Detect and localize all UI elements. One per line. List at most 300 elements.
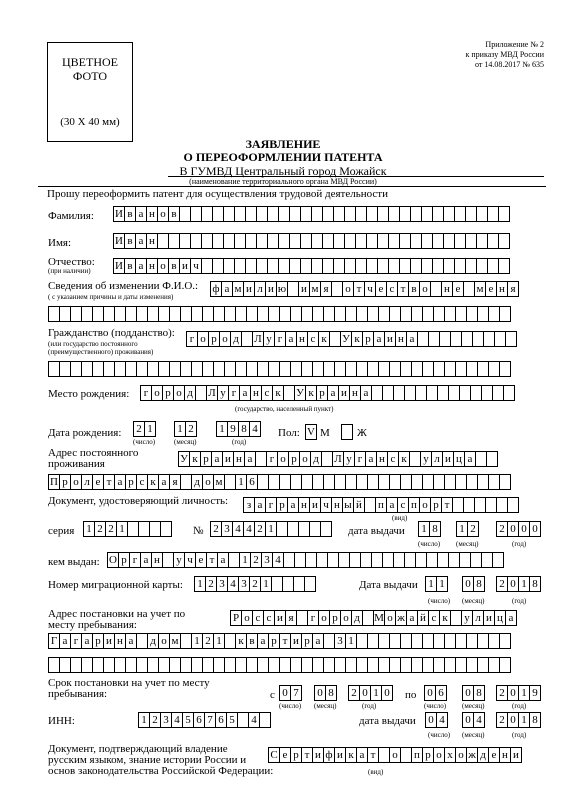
char-cell: о [219,331,231,347]
char-cell [499,306,511,322]
char-cell [499,361,511,377]
char-cell: 4 [232,521,244,537]
char-cell: 1 [265,521,277,537]
char-cell: о [157,206,169,222]
char-cell: п [411,747,423,763]
migration-input[interactable] [194,576,315,592]
term-from-day-hint: (число) [279,702,302,710]
inn-day-input[interactable] [425,712,447,728]
char-cell: 0 [381,685,393,701]
form-title-1: ЗАЯВЛЕНИЕ [245,137,321,151]
term-to-day-input[interactable] [424,685,446,701]
char-cell: з [243,497,255,513]
char-cell: 1 [518,685,530,701]
series-input[interactable] [83,521,171,537]
char-cell: н [441,281,453,297]
inn-year-input[interactable] [496,712,540,728]
char-cell: р [301,633,313,649]
namechange-input-2[interactable] [48,306,510,322]
char-cell: и [384,331,396,347]
char-cell: к [272,385,284,401]
char-cell: й [353,497,365,513]
citizenship-input[interactable] [186,331,516,347]
char-cell: а [211,451,223,467]
inn-date-label: дата выдачи [359,715,416,727]
lang-doc-hint: (вид) [368,768,384,776]
char-cell: И [113,233,125,249]
sex-female-box[interactable] [341,424,352,440]
char-cell: р [316,385,328,401]
char-cell [507,497,519,513]
mig-date-label: Дата выдачи [359,579,418,591]
doc-day-hint: (число) [418,540,441,548]
char-cell: 1 [418,521,430,537]
char-cell: 4 [473,712,485,728]
migration-label: Номер миграционной карты: [48,579,183,591]
char-cell: р [288,451,300,467]
mig-year-hint: (год) [512,597,527,605]
doc-label: Документ, удостоверяющий личность: [48,495,229,507]
char-cell: 1 [235,474,247,490]
char-cell: и [483,610,495,626]
mig-day-input[interactable] [425,576,447,592]
birthdate-label: Дата рождения: [48,427,122,439]
char-cell: т [301,747,313,763]
char-cell: н [331,497,343,513]
lang-doc-input[interactable] [268,747,521,763]
birth-year-input[interactable] [216,421,260,437]
char-cell: к [398,451,410,467]
address-input-2[interactable] [48,474,510,490]
char-cell: Г [48,633,60,649]
char-cell [341,424,353,440]
char-cell: я [320,281,332,297]
char-cell: а [386,497,398,513]
char-cell: и [312,747,324,763]
char-cell: м [169,633,181,649]
char-cell: 2 [202,633,214,649]
char-cell: 0 [462,576,474,592]
char-cell [304,576,316,592]
char-cell: г [265,497,277,513]
address-label-2: проживания [48,458,105,470]
char-cell [503,385,515,401]
char-cell: а [217,552,229,568]
char-cell: а [287,497,299,513]
char-cell: 3 [216,576,228,592]
mig-day-hint: (число) [428,597,451,605]
char-cell: У [340,331,352,347]
char-cell: у [420,451,432,467]
char-cell: о [389,747,401,763]
char-cell: а [406,331,418,347]
char-cell: н [298,497,310,513]
char-cell: к [235,633,247,649]
char-cell: 8 [473,685,485,701]
char-cell: и [243,281,255,297]
appendix-note [466,40,544,70]
appendix-line2: к приказу МВД России [465,50,544,59]
char-cell: 1 [345,633,357,649]
char-cell: ю [277,283,287,295]
char-cell: н [296,331,308,347]
char-cell: д [191,474,203,490]
citizenship-hint-1: (или государство постоянного [48,340,138,348]
char-cell: 0 [507,685,519,701]
char-cell: о [318,610,330,626]
inn-day-hint: (число) [428,731,451,739]
char-cell: г [354,451,366,467]
char-cell: л [81,474,93,490]
char-cell: р [362,331,374,347]
char-cell: 8 [473,576,485,592]
char-cell: а [464,451,476,467]
char-cell: с [263,610,275,626]
stay-input-1[interactable] [230,610,516,626]
birthplace-input[interactable] [140,385,514,401]
mig-month-hint: (месяц) [462,597,485,605]
char-cell: р [162,385,174,401]
mig-month-input[interactable] [462,576,484,592]
patronymic-input[interactable] [113,258,509,274]
char-cell: д [184,385,196,401]
surname-input[interactable] [113,206,509,222]
char-cell: ч [364,281,376,297]
authority-hint: (наименование территориального органа МВД России) [189,177,377,186]
char-cell: у [173,552,185,568]
char-cell: 1 [260,576,272,592]
char-cell: 2 [205,576,217,592]
char-cell: 3 [238,576,250,592]
char-cell: р [59,474,71,490]
char-cell: р [422,747,434,763]
char-cell: а [125,633,137,649]
char-cell: 0 [507,712,519,728]
char-cell: о [299,451,311,467]
char-cell: и [274,610,286,626]
char-cell: в [168,206,180,222]
char-cell: 1 [436,576,448,592]
char-cell: н [499,747,511,763]
mig-year-input[interactable] [496,576,540,592]
char-cell: м [474,281,486,297]
char-cell: 4 [227,576,239,592]
char-cell: р [276,497,288,513]
char-cell: 1 [216,421,228,437]
char-cell: р [118,552,130,568]
char-cell: ф [210,281,222,297]
char-cell: 0 [462,712,474,728]
char-cell: ц [453,451,465,467]
char-cell: 8 [429,521,441,537]
char-cell: ц [494,610,506,626]
issued-by-input[interactable] [107,552,503,568]
char-cell: Л [206,385,218,401]
char-cell: в [124,233,136,249]
char-cell: ч [184,552,196,568]
birth-day-input[interactable] [133,421,155,437]
char-cell: т [367,747,379,763]
heading-divider [38,186,546,187]
sex-female-label: Ж [357,427,367,439]
char-cell: 1 [425,576,437,592]
term-from-year-hint: (год) [362,702,377,710]
patronymic-hint: (при наличии) [48,267,91,275]
term-from-month-hint: (месяц) [314,702,337,710]
char-cell: о [384,610,396,626]
char-cell: Л [252,331,264,347]
char-cell: 2 [185,421,197,437]
char-cell: т [397,281,409,297]
issued-by-label: кем выдан: [48,556,100,568]
char-cell: о [342,281,354,297]
char-cell: а [221,281,233,297]
doc-issue-date-label: дата выдачи [348,525,405,537]
char-cell: о [455,747,467,763]
char-cell: Л [332,451,344,467]
char-cell: е [488,747,500,763]
inn-month-input[interactable] [462,712,484,728]
char-cell: о [277,451,289,467]
char-cell: к [305,385,317,401]
char-cell: н [349,385,361,401]
char-cell: я [169,474,181,490]
photo-line2: ФОТО [72,69,108,83]
char-cell: р [92,633,104,649]
char-cell: 6 [435,685,447,701]
char-cell: а [135,233,147,249]
char-cell: в [246,633,258,649]
char-cell: 2 [249,576,261,592]
char-cell: е [195,552,207,568]
char-cell: 8 [529,576,541,592]
doc-type-input[interactable] [243,497,518,513]
char-cell [498,258,510,274]
char-cell: л [472,610,484,626]
char-cell: в [124,206,136,222]
char-cell: 8 [238,421,250,437]
char-cell: у [343,451,355,467]
namechange-input[interactable] [210,281,518,297]
char-cell [498,206,510,222]
inn-month-hint: (месяц) [462,731,485,739]
char-cell: о [173,385,185,401]
name-label: Имя: [48,237,72,249]
char-cell: 9 [227,421,239,437]
namechange-hint: ( с указанием причины и даты изменения) [48,293,174,301]
inn-input[interactable] [138,712,270,728]
birth-day-hint: (число) [133,438,156,446]
doc-year-input[interactable] [496,521,540,537]
sex-male-label: М [320,427,330,439]
address-input-1[interactable] [178,451,497,467]
lang-label-3: основ законодательства Российской Федерации: [48,765,274,777]
char-cell: п [375,497,387,513]
term-to-year-input[interactable] [496,685,540,701]
char-cell: в [408,281,420,297]
char-cell: 5 [182,712,194,728]
char-cell: 2 [94,521,106,537]
char-cell: г [186,331,198,347]
char-cell: м [232,281,244,297]
char-cell: е [92,474,104,490]
char-cell: 1 [518,576,530,592]
char-cell [499,633,511,649]
char-cell: 1 [191,633,203,649]
authority-name: В ГУМВД Центральный город Можайск [179,164,387,178]
char-cell: о [70,474,82,490]
char-cell: 0 [462,685,474,701]
char-cell: ч [320,497,332,513]
citizenship-input-2[interactable] [48,361,510,377]
char-cell: у [217,385,229,401]
char-cell: И [113,258,125,274]
form-title-2: О ПЕРЕОФОРМЛЕНИИ ПАТЕНТА [183,150,383,164]
char-cell: о [419,281,431,297]
char-cell: 4 [249,421,261,437]
char-cell: м [213,474,225,490]
char-cell: 2 [254,521,266,537]
char-cell: с [136,474,148,490]
char-cell: о [202,474,214,490]
citizenship-label: Гражданство (подданство): [48,327,175,339]
char-cell: е [452,281,464,297]
sex-male-box[interactable] [305,424,316,440]
term-from-label: с [270,689,275,701]
char-cell: 0 [425,712,437,728]
char-cell: 7 [204,712,216,728]
char-cell: г [228,385,240,401]
namechange-label: Сведения об изменении Ф.И.О.: [48,280,199,292]
number-input[interactable] [210,521,331,537]
char-cell: и [179,258,191,274]
char-cell: У [294,385,306,401]
char-cell: 9 [529,685,541,701]
char-cell: г [129,552,141,568]
char-cell: р [290,747,302,763]
lang-label-2: русским языком, знание истории России и [48,754,247,766]
term-from-day-input[interactable] [279,685,301,701]
char-cell: а [406,610,418,626]
char-cell [492,552,504,568]
char-cell: н [233,451,245,467]
birth-month-hint: (месяц) [174,438,197,446]
number-label: № [193,525,204,537]
inn-label: ИНН: [48,715,75,727]
char-cell: 0 [507,576,519,592]
doc-month-input[interactable] [456,521,478,537]
char-cell: 4 [436,712,448,728]
char-cell: 2 [496,685,508,701]
char-cell: а [59,633,71,649]
char-cell: ж [466,747,478,763]
lang-label-1: Документ, подтверждающий владение [48,743,228,755]
term-to-month-input[interactable] [462,685,484,701]
char-cell: к [189,451,201,467]
term-to-day-hint: (число) [424,702,447,710]
char-cell: м [309,281,321,297]
char-cell: 3 [221,521,233,537]
char-cell: е [485,281,497,297]
appendix-line3: от 14.08.2017 № 635 [474,60,544,69]
char-cell: н [146,233,158,249]
photo-box [47,42,133,142]
char-cell: н [146,258,158,274]
char-cell: и [298,281,310,297]
appendix-line1: Приложение № 2 [485,40,544,49]
stay-input-3[interactable] [48,657,510,673]
char-cell: 7 [290,685,302,701]
stay-label-2: месту пребывания: [48,619,137,631]
char-cell: 6 [215,712,227,728]
char-cell: а [135,206,147,222]
char-cell: д [147,633,159,649]
doc-day-input[interactable] [418,521,440,537]
char-cell: с [386,281,398,297]
doc-type-hint: (вид) [392,514,408,522]
request-text: Прошу переоформить патент для осуществления трудовой деятельности [47,188,388,200]
char-cell: 2 [348,685,360,701]
term-to-month-hint: (месяц) [462,702,485,710]
char-cell: ы [342,497,354,513]
char-cell: П [48,474,60,490]
stay-input-2[interactable] [48,633,510,649]
char-cell: в [124,258,136,274]
char-cell: т [279,633,291,649]
char-cell: 6 [193,712,205,728]
char-cell: а [312,633,324,649]
surname-label: Фамилия: [48,210,94,222]
char-cell: д [351,610,363,626]
char-cell: о [157,258,169,274]
char-cell: я [507,281,519,297]
term-label-1: Срок постановки на учет по месту [48,677,210,689]
char-cell: 0 [314,685,326,701]
char-cell: 2 [105,521,117,537]
birth-month-input[interactable] [174,421,196,437]
char-cell: 4 [171,712,183,728]
char-cell: 4 [243,521,255,537]
char-cell [160,521,172,537]
char-cell: й [417,610,429,626]
char-cell: т [441,497,453,513]
term-label-2: пребывания: [48,688,108,700]
char-cell: и [103,633,115,649]
char-cell [505,331,517,347]
char-cell: р [208,331,220,347]
char-cell: к [318,331,330,347]
char-cell: 1 [144,421,156,437]
char-cell: 3 [261,552,273,568]
char-cell: 0 [518,521,530,537]
char-cell: 1 [370,685,382,701]
char-cell: а [356,747,368,763]
char-cell: о [433,747,445,763]
term-from-month-input[interactable] [314,685,336,701]
char-cell: е [375,281,387,297]
char-cell: у [461,610,473,626]
char-cell: 1 [83,521,95,537]
char-cell: 2 [496,576,508,592]
term-from-year-input[interactable] [348,685,392,701]
char-cell: 1 [194,576,206,592]
name-input[interactable] [113,233,509,249]
char-cell: р [329,610,341,626]
char-cell: г [70,633,82,649]
char-cell: 0 [424,685,436,701]
char-cell: г [274,331,286,347]
char-cell: а [360,385,372,401]
